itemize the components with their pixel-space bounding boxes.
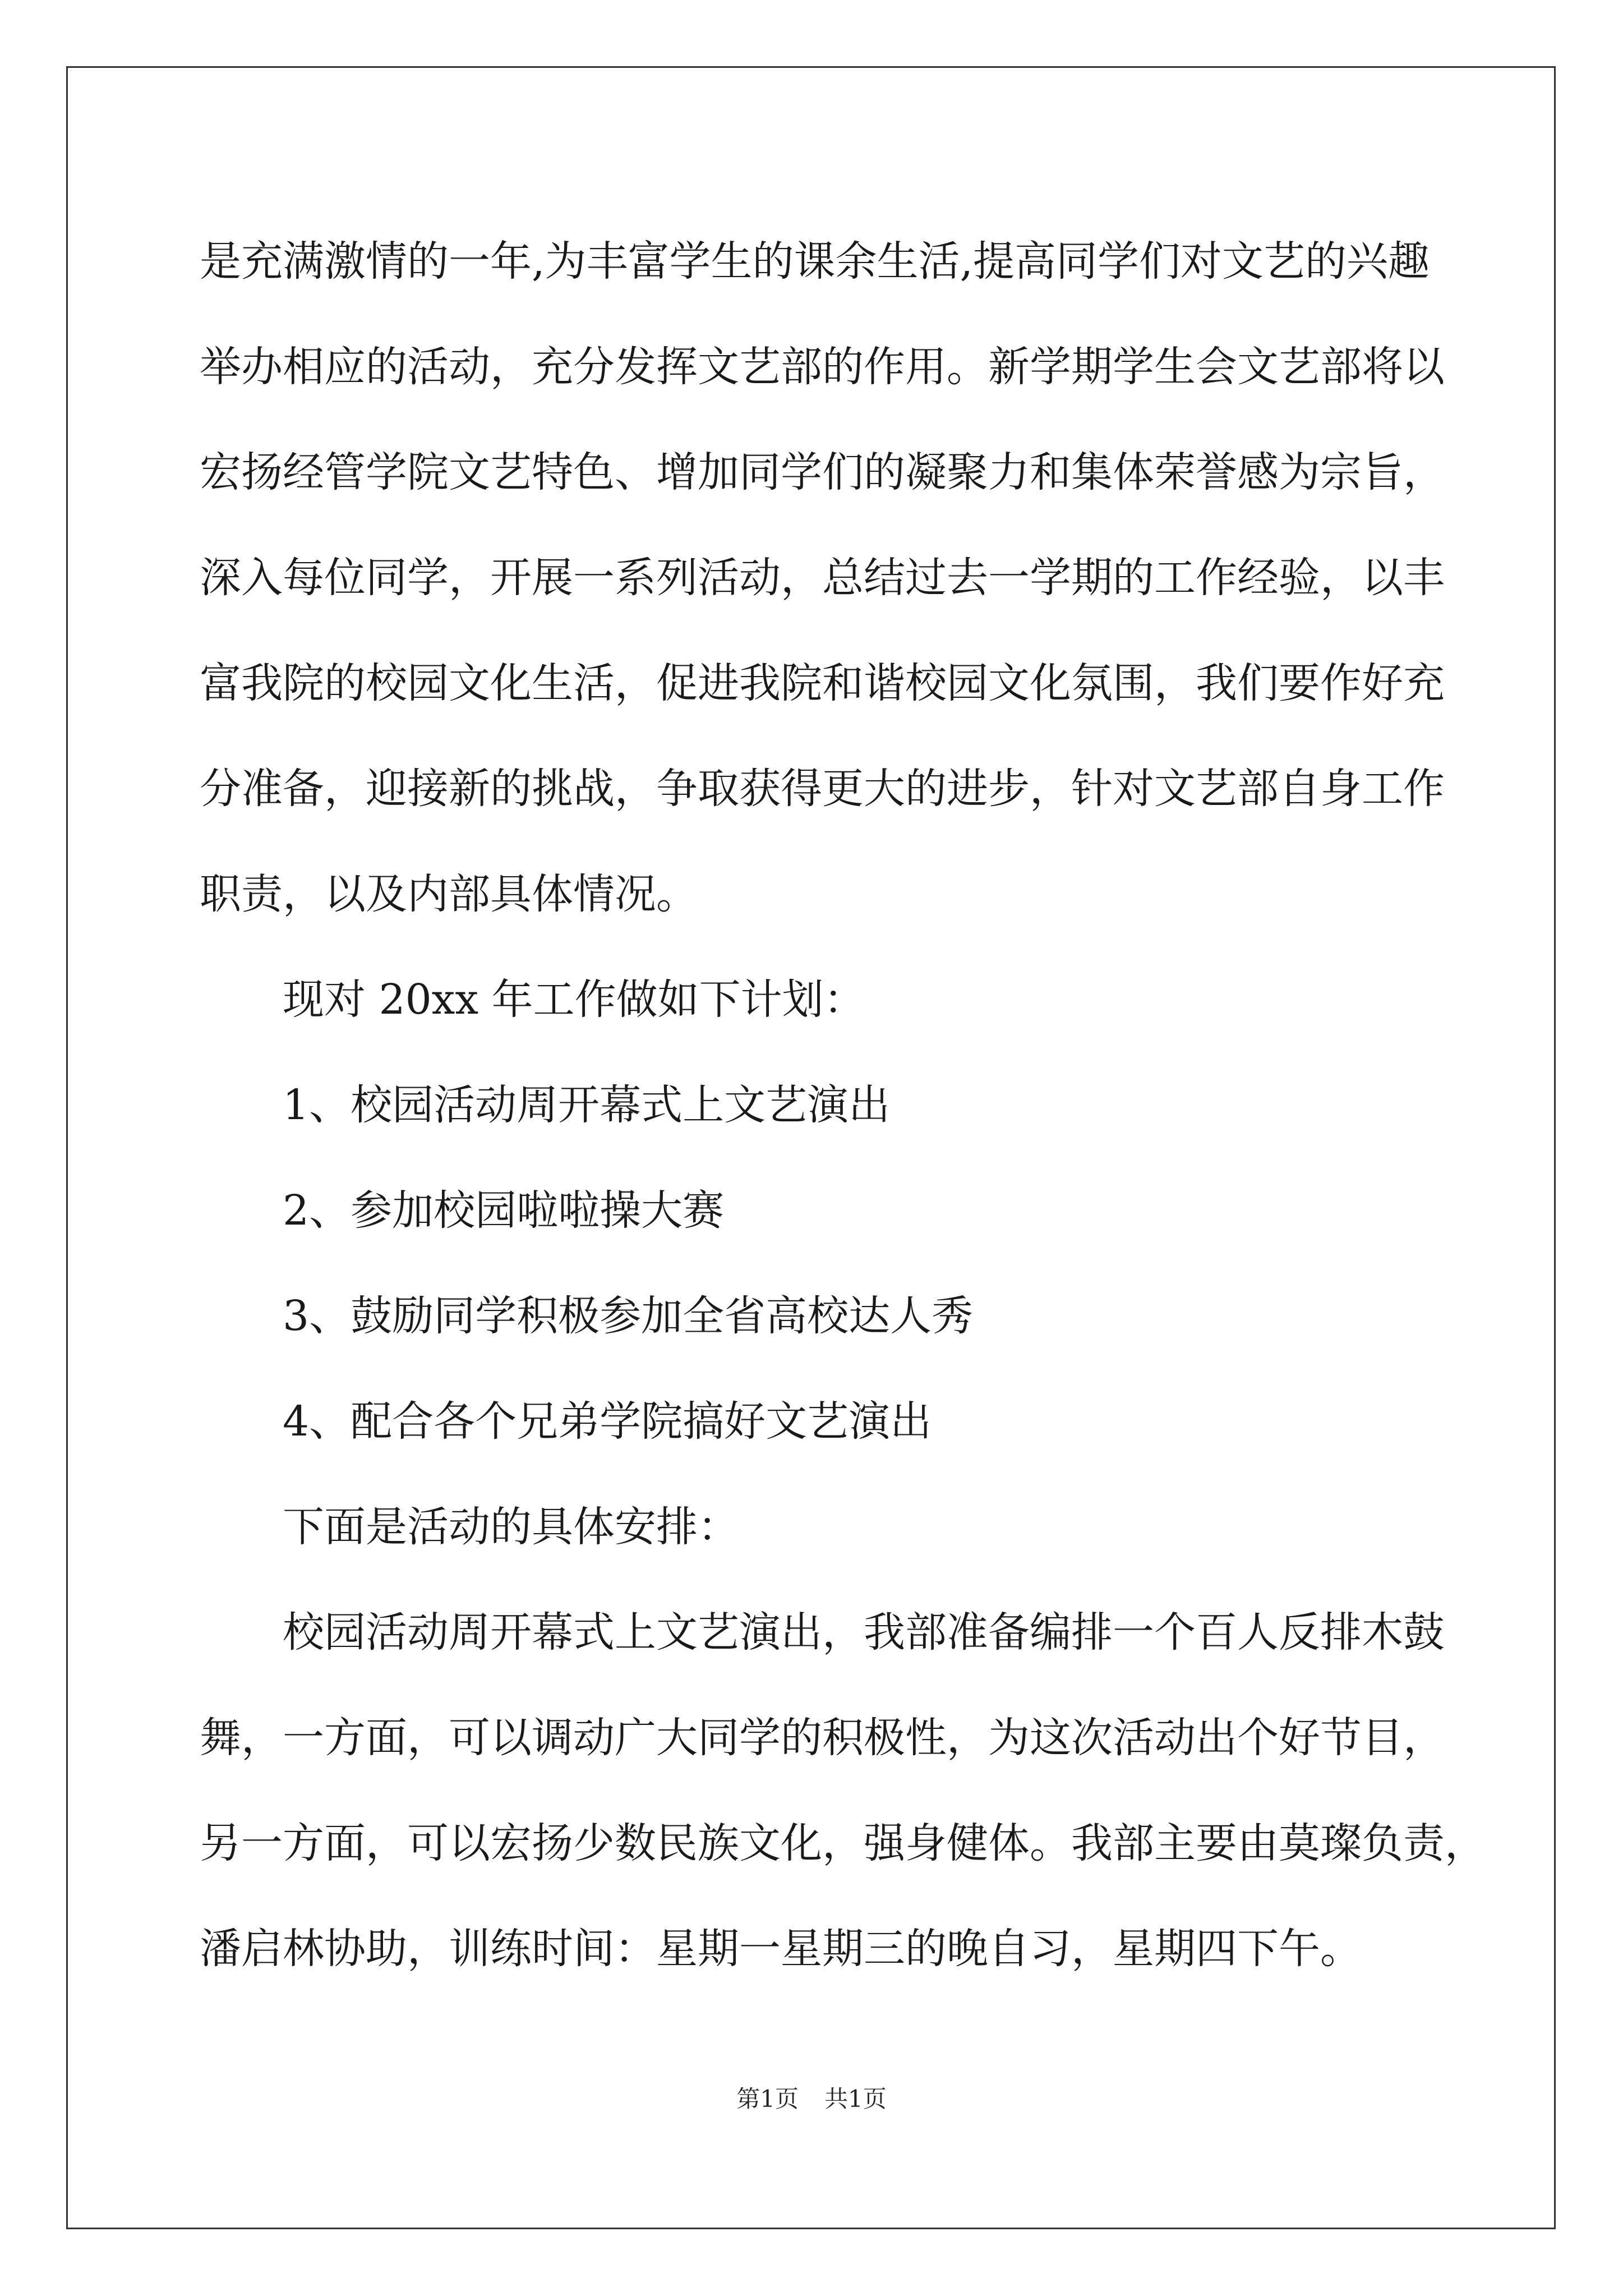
plan-item-1: 1、校园活动周开幕式上文艺演出: [283, 1081, 891, 1129]
document-body: [200, 209, 1486, 2001]
text-line-14: 校园活动周开幕式上文艺演出，我部准备编排一个百人反排木鼓: [283, 1608, 1445, 1657]
page-number-total: 共1页: [824, 2085, 887, 2113]
text-line-4: 深入每位同学，开展一系列活动，总结过去一学期的工作经验，以丰: [200, 554, 1445, 602]
text-line-15: 舞，一方面，可以调动广大同学的积极性，为这次活动出个好节目，: [200, 1714, 1445, 1762]
text-line-1: 是充满激情的一年,为丰富学生的课余生活,提高同学们对文艺的兴趣: [200, 237, 1430, 286]
text-line-5: 富我院的校园文化生活，促进我院和谐校园文化氛围，我们要作好充: [200, 659, 1445, 707]
text-line-6: 分准备，迎接新的挑战，争取获得更大的进步，针对文艺部自身工作: [200, 765, 1445, 813]
text-line-2: 举办相应的活动，充分发挥文艺部的作用。新学期学生会文艺部将以: [200, 343, 1445, 391]
plan-item-4: 4、配合各个兄弟学院搞好文艺演出: [283, 1397, 932, 1446]
page-number-current: 第1页: [736, 2085, 799, 2113]
plan-item-2: 2、参加校园啦啦操大赛: [283, 1186, 725, 1235]
plan-intro: 现对 20xx 年工作做如下计划：: [283, 976, 865, 1024]
schedule-intro: 下面是活动的具体安排：: [283, 1503, 739, 1551]
page-footer: [0, 2082, 1623, 2116]
text-line-7: 职责，以及内部具体情况。: [200, 870, 698, 918]
text-line-16: 另一方面，可以宏扬少数民族文化，强身健体。我部主要由莫璨负责，: [200, 1819, 1486, 1867]
plan-item-3: 3、鼓励同学积极参加全省高校达人秀: [283, 1292, 974, 1340]
text-line-3: 宏扬经管学院文艺特色、增加同学们的凝聚力和集体荣誉感为宗旨，: [200, 448, 1445, 496]
text-line-17: 潘启林协助，训练时间：星期一星期三的晚自习，星期四下午。: [200, 1925, 1362, 1973]
